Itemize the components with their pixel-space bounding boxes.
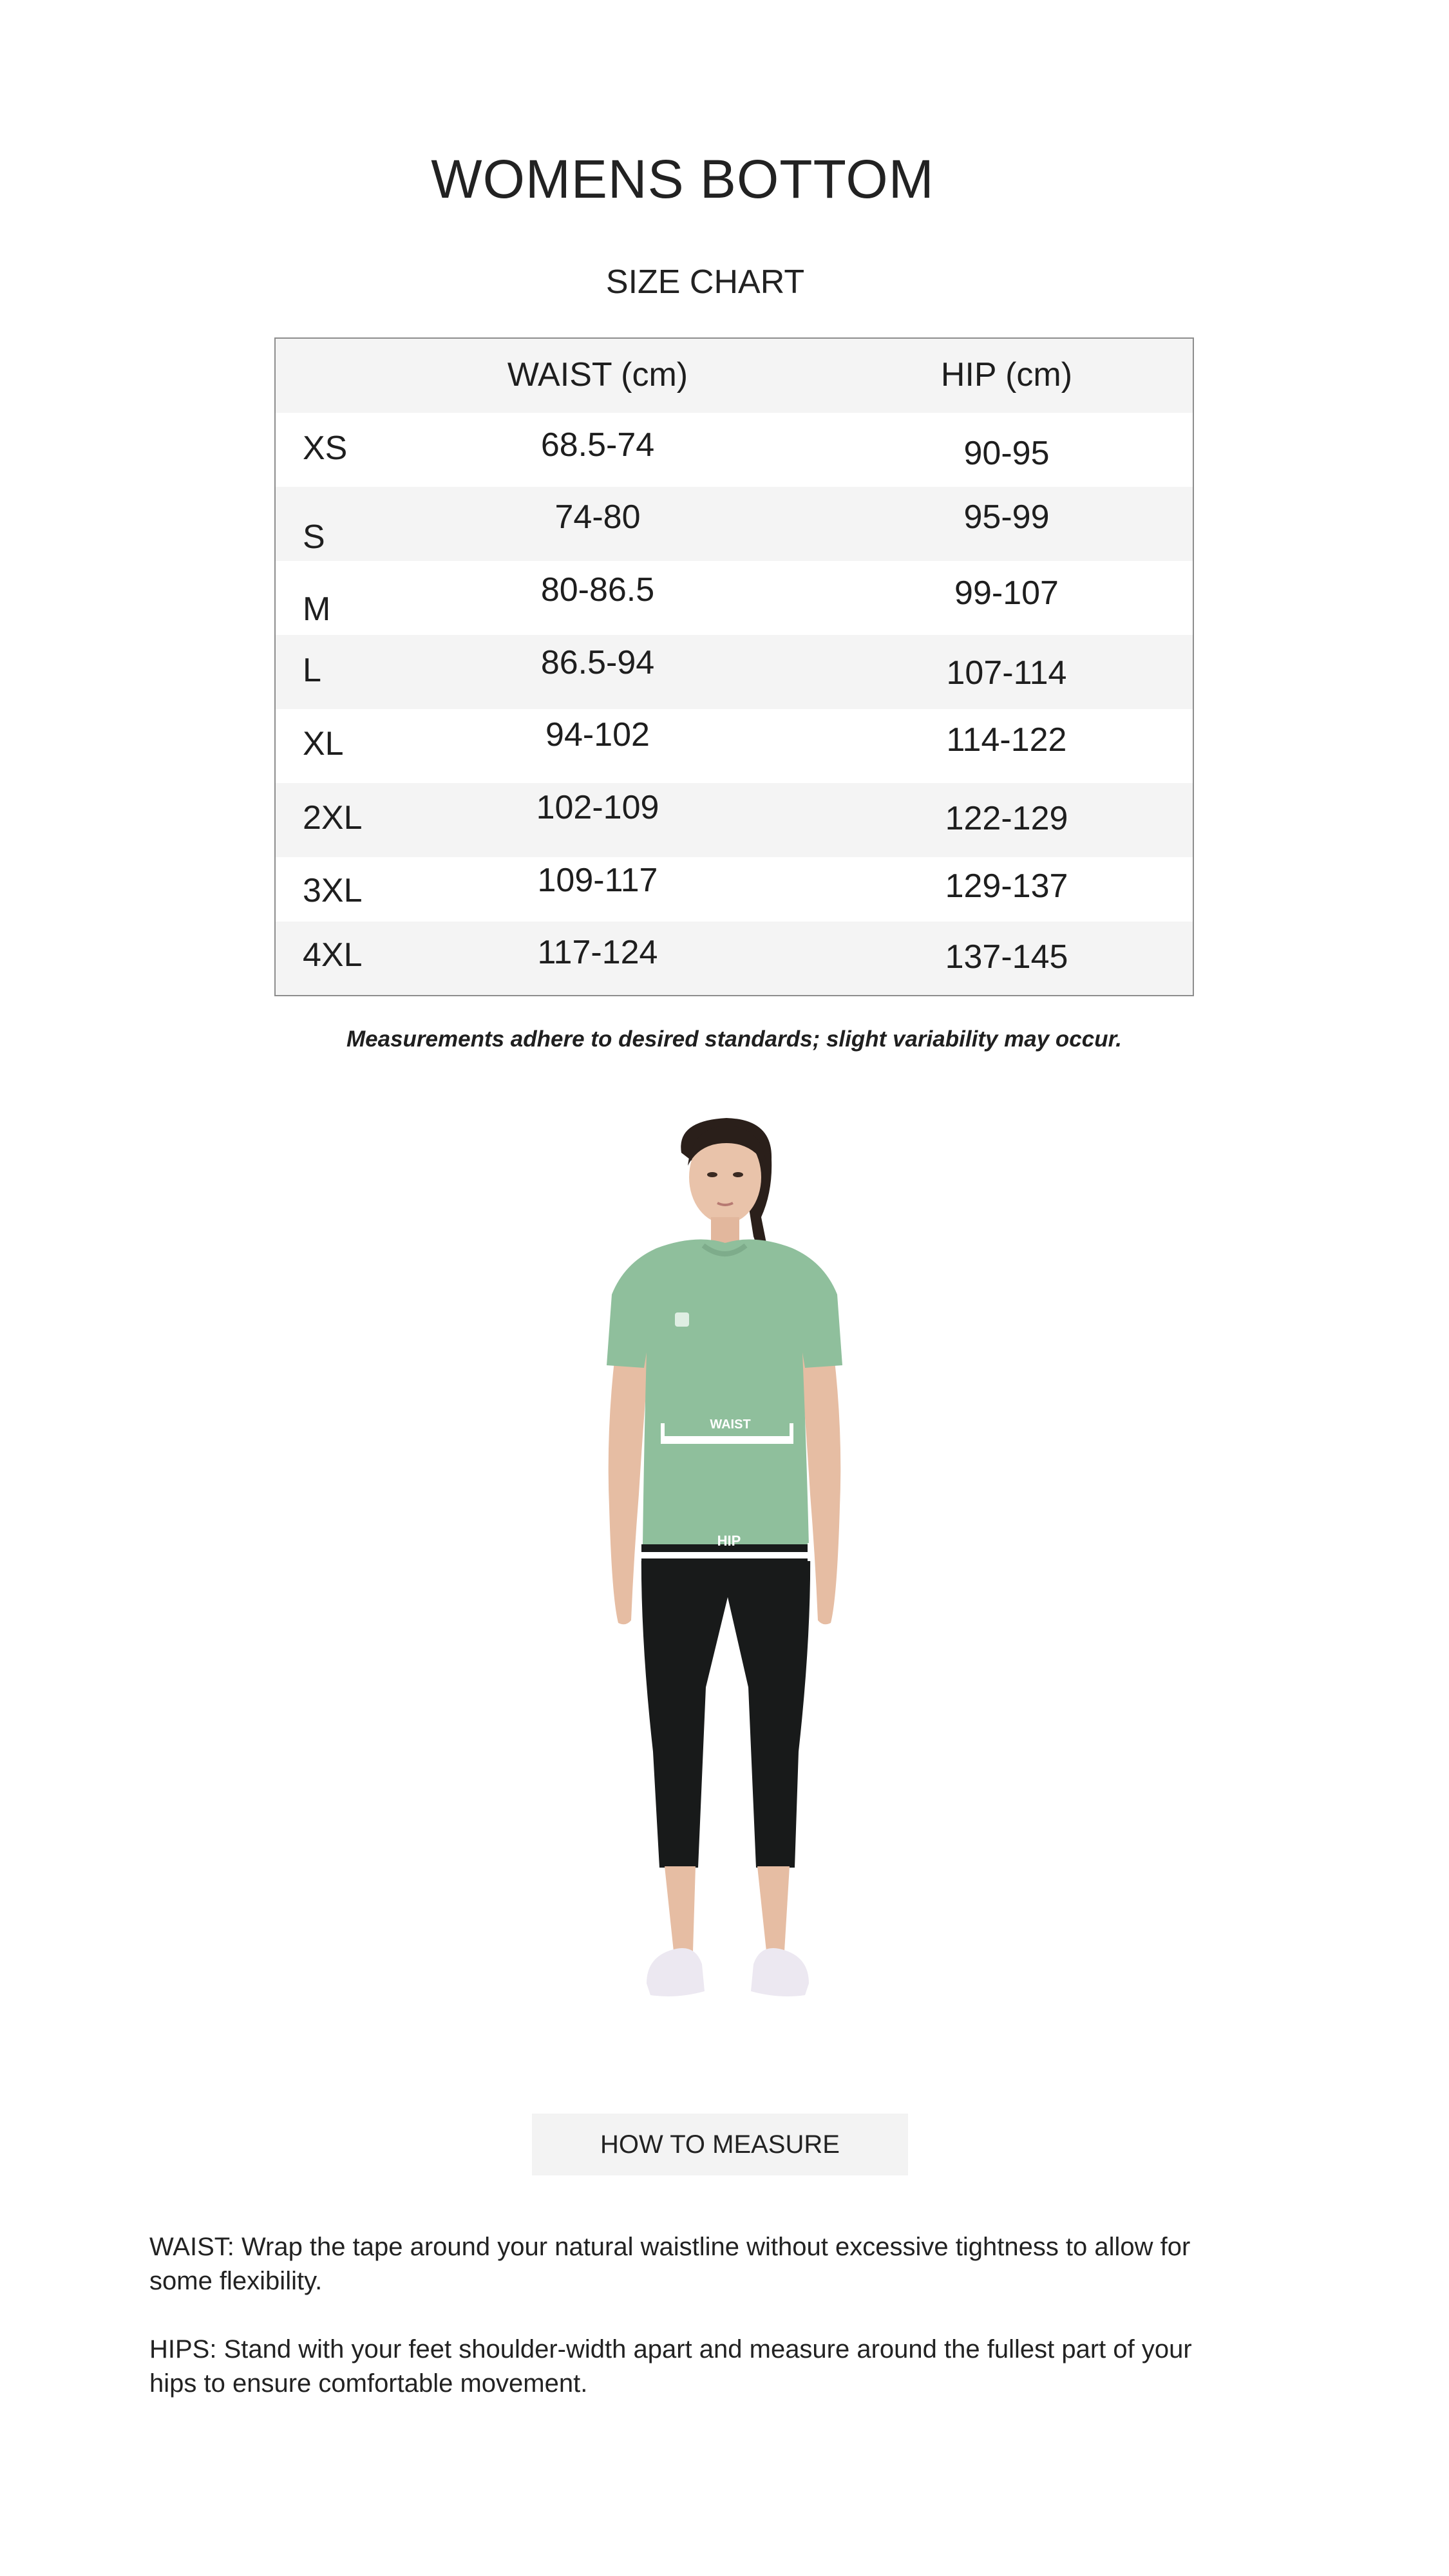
- waist-value: 102-109: [536, 789, 659, 826]
- page-title: WOMENS BOTTOM: [431, 149, 934, 209]
- hip-value: 137-145: [945, 938, 1068, 976]
- model-figure-image: [580, 1108, 869, 2035]
- waist-value: 74-80: [554, 498, 641, 536]
- size-chart-table: [274, 337, 1194, 996]
- hip-figure-label: HIP: [717, 1533, 741, 1549]
- waist-value: 109-117: [537, 862, 658, 899]
- size-label: L: [303, 652, 321, 689]
- size-label: 2XL: [303, 799, 363, 837]
- right-shoe: [751, 1948, 809, 1996]
- size-label: M: [303, 591, 331, 628]
- column-header-hip: HIP (cm): [940, 356, 1073, 393]
- waist-value: 80-86.5: [540, 571, 655, 609]
- shirt-logo-icon: [675, 1312, 689, 1327]
- hip-value: 107-114: [946, 654, 1067, 692]
- table-row: [276, 413, 1193, 487]
- table-row: [276, 922, 1193, 996]
- table-row: [276, 635, 1193, 709]
- waist-instruction: WAIST: Wrap the tape around your natural waistline without excessive tightness to allow for some flexibility.: [149, 2233, 1191, 2295]
- measurement-note: Measurements adhere to desired standards; slight variability may occur.: [346, 1027, 1122, 1052]
- column-header-waist: WAIST (cm): [507, 356, 688, 393]
- hip-value: 90-95: [963, 435, 1050, 472]
- hips-instruction: HIPS: Stand with your feet shoulder-width apart and measure around the fullest part of your hips to ensure comfortable movement.: [149, 2335, 1192, 2398]
- size-label: XS: [303, 430, 348, 467]
- hip-value: 129-137: [945, 867, 1068, 905]
- waist-value: 86.5-94: [540, 644, 655, 681]
- waist-value: 68.5-74: [540, 426, 655, 464]
- how-to-measure-button[interactable]: HOW TO MEASURE: [532, 2114, 908, 2175]
- table-row: [276, 709, 1193, 783]
- size-label: 3XL: [303, 872, 363, 909]
- hip-measure-line: [638, 1552, 811, 1558]
- size-label: 4XL: [303, 936, 363, 974]
- table-row: [276, 561, 1193, 635]
- page-subtitle: SIZE CHART: [605, 263, 805, 301]
- table-header-row: [276, 339, 1193, 413]
- leggings: [641, 1544, 810, 1868]
- hip-value: 95-99: [963, 498, 1050, 536]
- waist-value: 117-124: [537, 934, 658, 971]
- hip-value: 114-122: [946, 721, 1067, 759]
- table-row: [276, 857, 1193, 931]
- waist-measure-line: [661, 1436, 793, 1444]
- size-label: XL: [303, 725, 344, 762]
- hip-value: 122-129: [945, 800, 1068, 837]
- size-label: S: [303, 518, 325, 556]
- hip-value: 99-107: [954, 574, 1059, 612]
- waist-figure-label: WAIST: [710, 1417, 751, 1432]
- table-row: [276, 783, 1193, 857]
- left-shoe: [647, 1948, 705, 1996]
- waist-value: 94-102: [545, 716, 650, 753]
- table-row: [276, 487, 1193, 561]
